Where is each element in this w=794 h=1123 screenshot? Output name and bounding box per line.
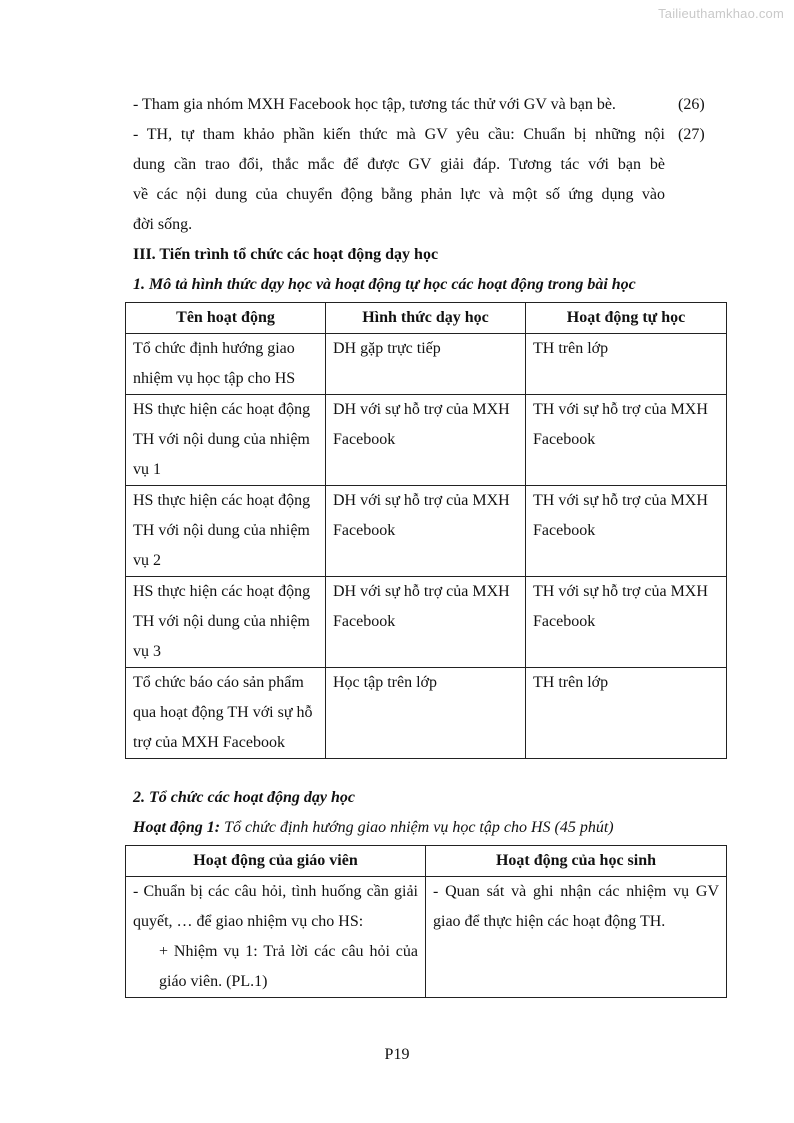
table-header-row xyxy=(126,303,727,334)
activity-table xyxy=(125,302,727,759)
header-teaching-form: Hình thức dạy học xyxy=(326,303,526,334)
intro-line-2: - TH, tự tham khảo phần kiến thức mà GV yêu cầu: Chuẩn bị những nội xyxy=(133,126,665,143)
activity-1-title: Tổ chức định hướng giao nhiệm vụ học tập cho HS (45 phút) xyxy=(224,819,614,836)
intro-line-3: dung cần trao đổi, thắc mắc để được GV giải đáp. Tương tác với bạn bè xyxy=(133,156,665,173)
table-row xyxy=(126,334,727,395)
table-cell: DH với sự hỗ trợ của MXH Facebook xyxy=(326,395,526,486)
header-activity-name: Tên hoạt động xyxy=(126,303,326,334)
subheading-2: 2. Tổ chức các hoạt động dạy học xyxy=(133,789,356,806)
activity-1-label: Hoạt động 1: xyxy=(133,819,221,836)
teacher-student-table xyxy=(125,845,727,998)
table-row xyxy=(126,577,727,668)
equation-number-26: (26) xyxy=(678,96,705,113)
table-cell: TH với sự hỗ trợ của MXH Facebook xyxy=(526,486,727,577)
table-header-row xyxy=(126,846,727,877)
table-cell: DH với sự hỗ trợ của MXH Facebook xyxy=(326,577,526,668)
teacher-activity-cell xyxy=(126,877,426,998)
header-self-study: Hoạt động tự học xyxy=(526,303,727,334)
watermark: Tailieuthamkhao.com xyxy=(658,6,784,21)
table-cell: TH với sự hỗ trợ của MXH Facebook xyxy=(526,395,727,486)
intro-line-4: về các nội dung của chuyển động bằng phản lực và một số ứng dụng vào xyxy=(133,186,665,203)
teacher-intro: - Chuẩn bị các câu hỏi, tình huống cần giải quyết, … để giao nhiệm vụ cho HS: xyxy=(133,883,418,930)
table-cell: Học tập trên lớp xyxy=(326,668,526,759)
table-cell: Tổ chức định hướng giao nhiệm vụ học tập cho HS xyxy=(126,334,326,395)
teacher-task-1: + Nhiệm vụ 1: Trả lời các câu hỏi của giáo viên. (PL.1) xyxy=(159,943,418,990)
activity-1-heading xyxy=(133,818,614,838)
table-cell: HS thực hiện các hoạt động TH với nội dung của nhiệm vụ 3 xyxy=(126,577,326,668)
table-cell: DH gặp trực tiếp xyxy=(326,334,526,395)
table-row xyxy=(126,877,727,998)
equation-number-27: (27) xyxy=(678,126,705,143)
table-row xyxy=(126,486,727,577)
student-activity-cell: - Quan sát và ghi nhận các nhiệm vụ GV giao để thực hiện các hoạt động TH. xyxy=(426,877,727,998)
intro-line-5: đời sống. xyxy=(133,216,193,233)
table-cell: TH trên lớp xyxy=(526,668,727,759)
section-heading: III. Tiến trình tổ chức các hoạt động dạy học xyxy=(133,246,439,263)
header-teacher-activity: Hoạt động của giáo viên xyxy=(126,846,426,877)
table-cell: Tổ chức báo cáo sản phẩm qua hoạt động TH với sự hỗ trợ của MXH Facebook xyxy=(126,668,326,759)
intro-line-1: - Tham gia nhóm MXH Facebook học tập, tương tác thử với GV và bạn bè. xyxy=(133,96,616,113)
table-cell: TH trên lớp xyxy=(526,334,727,395)
page-number: P19 xyxy=(384,1046,410,1063)
table-row xyxy=(126,395,727,486)
table-cell: HS thực hiện các hoạt động TH với nội dung của nhiệm vụ 1 xyxy=(126,395,326,486)
table-cell: DH với sự hỗ trợ của MXH Facebook xyxy=(326,486,526,577)
table-cell: HS thực hiện các hoạt động TH với nội dung của nhiệm vụ 2 xyxy=(126,486,326,577)
table-row xyxy=(126,668,727,759)
table-cell: TH với sự hỗ trợ của MXH Facebook xyxy=(526,577,727,668)
subheading-1: 1. Mô tả hình thức dạy học và hoạt động tự học các hoạt động trong bài học xyxy=(133,276,636,293)
header-student-activity: Hoạt động của học sinh xyxy=(426,846,727,877)
